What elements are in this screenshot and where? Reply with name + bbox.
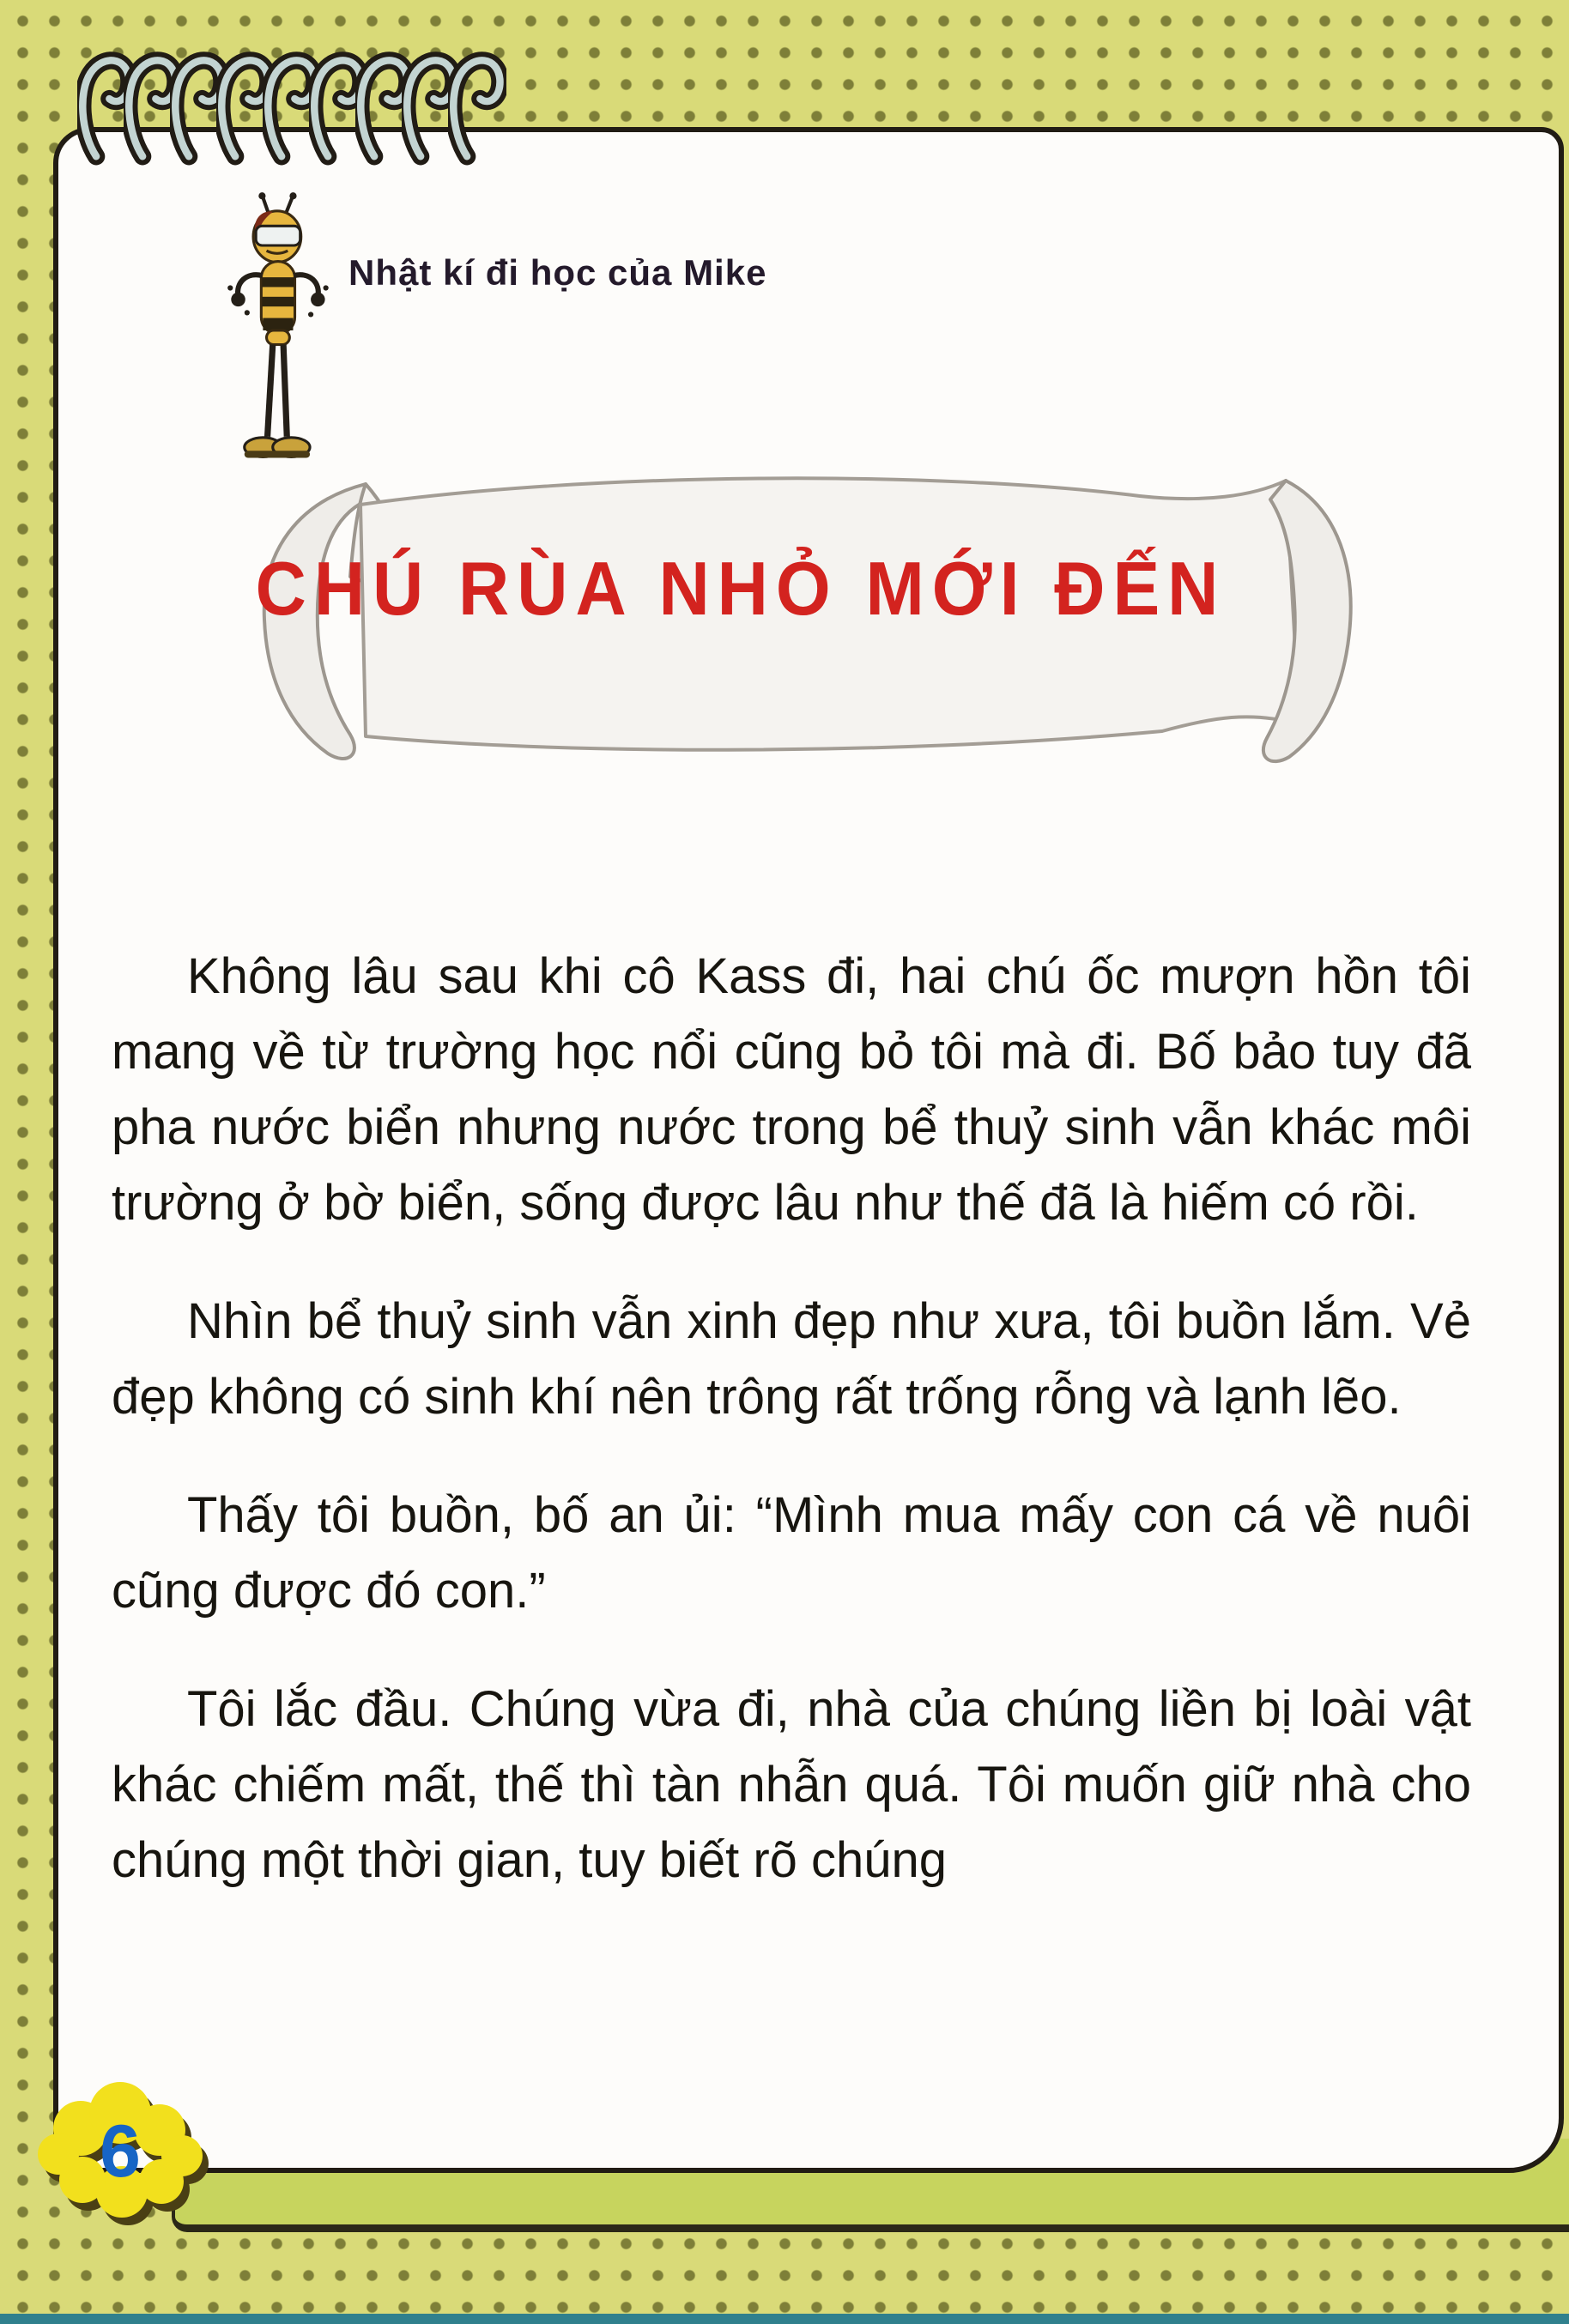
bee-mascot-icon [224, 189, 336, 472]
page-number: 6 [100, 2110, 141, 2193]
chapter-banner [144, 448, 1354, 791]
notebook-page [53, 127, 1564, 2173]
spiral-ring-icon [448, 39, 506, 179]
spiral-rings [77, 39, 494, 179]
paragraph: Thấy tôi buồn, bố an ủi: “Mình mua mấy con cá về nuôi cũng được đó con.” [112, 1487, 1471, 1619]
body-text [112, 939, 1471, 1941]
paragraph: Tôi lắc đầu. Chúng vừa đi, nhà của chúng liền bị loài vật khác chiếm mất, thế thì tàn nhẫn quá. Tôi muốn giữ nhà cho chúng một thời gian, tuy biết rõ chúng [112, 1681, 1471, 1888]
photo-bottom-strip [0, 2314, 1569, 2324]
paragraph: Nhìn bể thuỷ sinh vẫn xinh đẹp như xưa, tôi buồn lắm. Vẻ đẹp không có sinh khí nên trông rất trống rỗng và lạnh lẽo. [112, 1293, 1471, 1425]
page-number-badge [31, 2067, 215, 2235]
paragraph: Không lâu sau khi cô Kass đi, hai chú ốc mượn hồn tôi mang về từ trường học nổi cũng bỏ tôi mà đi. Bố bảo tuy đã pha nước biển nhưng nước trong bể thuỷ sinh vẫn khác môi trường ở bờ biển, sống được lâu như thế đã là hiếm có rồi. [112, 948, 1471, 1231]
chapter-title: CHÚ RÙA NHỎ MỚI ĐẾN [255, 547, 1227, 632]
series-title: Nhật kí đi học của Mike [348, 252, 767, 293]
